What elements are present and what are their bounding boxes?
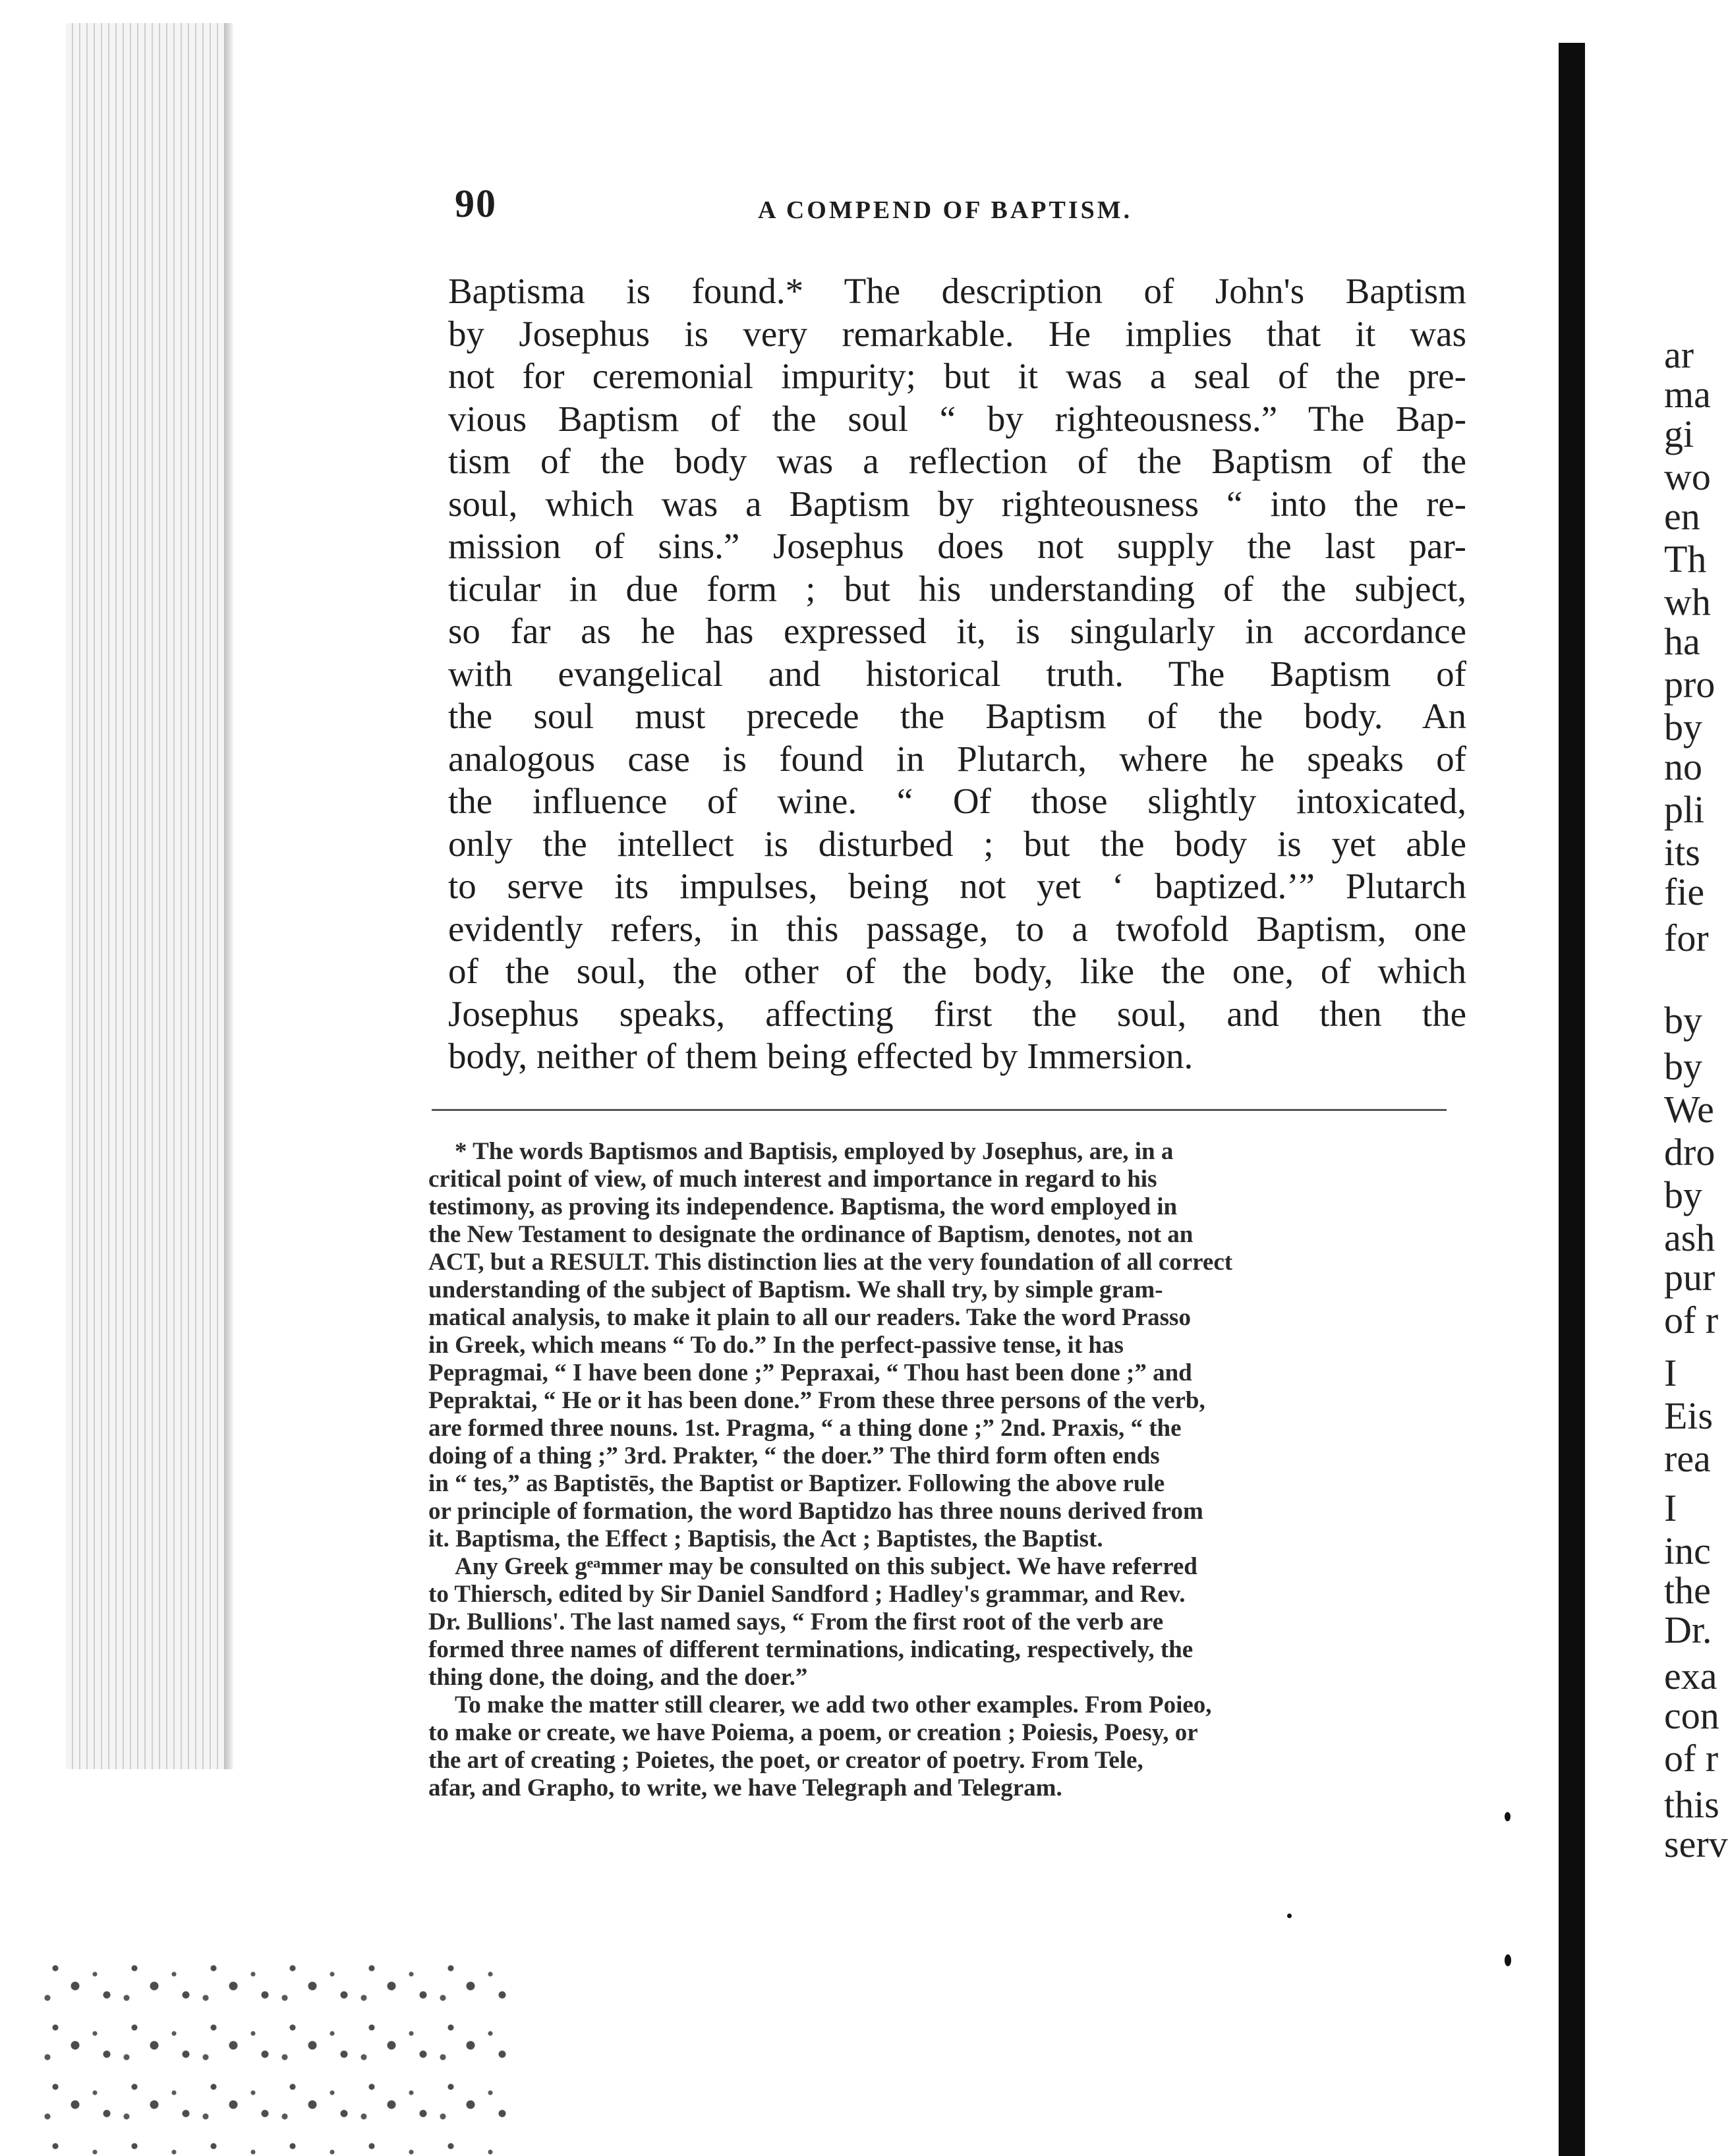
stray-mark: [1287, 1914, 1292, 1918]
adjacent-page-fragment: fie: [1664, 870, 1705, 913]
adjacent-page-fragment: by: [1664, 706, 1702, 749]
adjacent-page-fragment: by: [1664, 1045, 1702, 1088]
footnote-line: the art of creating ; Poietes, the poet, or creator of poetry. From Tele,: [428, 1747, 1143, 1774]
body-line: to serve its impulses, being not yet ‘ baptized.’” Plutarch: [448, 866, 1466, 906]
binding-gutter: [1559, 43, 1585, 2156]
footnote-line: critical point of view, of much interest and importance in regard to his: [428, 1166, 1157, 1193]
adjacent-page-fragment: no: [1664, 745, 1702, 788]
adjacent-page-fragment: ha: [1664, 620, 1700, 663]
body-line: mission of sins.” Josephus does not supply the last par-: [448, 526, 1466, 566]
body-line: by Josephus is very remarkable. He implies that it was: [448, 313, 1466, 354]
body-line: Baptisma is found.* The description of John's Baptism: [448, 271, 1466, 311]
adjacent-page-fragment: by: [1664, 999, 1702, 1042]
footnote-line: ACT, but a RESULT. This distinction lies at the very foundation of all correct: [428, 1249, 1233, 1276]
adjacent-page-fragment: this: [1664, 1783, 1719, 1826]
adjacent-page-fragment: Eis: [1664, 1394, 1714, 1437]
adjacent-page-fragment: pli: [1664, 788, 1705, 831]
footnote-line: Pepraktai, “ He or it has been done.” From these three persons of the verb,: [428, 1387, 1205, 1414]
adjacent-page-fragment: en: [1664, 495, 1700, 538]
adjacent-page-fragment: of r: [1664, 1299, 1719, 1342]
page-edge-stack: [66, 23, 231, 1769]
adjacent-page-fragment: ash: [1664, 1216, 1715, 1259]
footnote-line: doing of a thing ;” 3rd. Prakter, “ the doer.” The third form often ends: [428, 1442, 1160, 1469]
body-line: only the intellect is disturbed ; but the body is yet able: [448, 823, 1466, 864]
footnote-line: afar, and Grapho, to write, we have Telegraph and Telegram.: [428, 1774, 1062, 1801]
body-line: analogous case is found in Plutarch, where he speaks of: [448, 738, 1466, 779]
body-line: ticular in due form ; but his understanding of the subject,: [448, 568, 1466, 609]
adjacent-page: [1585, 0, 1728, 2156]
adjacent-page-fragment: I: [1664, 1487, 1677, 1529]
adjacent-page-fragment: wh: [1664, 581, 1711, 623]
footnote-line: are formed three nouns. 1st. Pragma, “ a thing done ;” 2nd. Praxis, “ the: [428, 1415, 1182, 1442]
footnote-line: to make or create, we have Poiema, a poem, or creation ; Poiesis, Poesy, or: [428, 1719, 1198, 1746]
body-line: body, neither of them being effected by Immersion.: [448, 1036, 1194, 1076]
main-text: [448, 270, 1466, 1078]
adjacent-page-fragment: wo: [1664, 455, 1711, 498]
body-line: the influence of wine. “ Of those slightly intoxicated,: [448, 781, 1466, 821]
footnote-line: Any Greek gᵉᵃmmer may be consulted on this subject. We have referred: [455, 1553, 1197, 1580]
footnote-line: Dr. Bullions'. The last named says, “ From the first root of the verb are: [428, 1608, 1164, 1635]
body-line: Josephus speaks, affecting first the soul, and then the: [448, 993, 1466, 1034]
footnote-line: the New Testament to designate the ordinance of Baptism, denotes, not an: [428, 1221, 1194, 1248]
adjacent-page-fragment: pro: [1664, 663, 1715, 706]
body-line: so far as he has expressed it, is singularly in accordance: [448, 611, 1466, 651]
body-line: soul, which was a Baptism by righteousness “ into the re-: [448, 483, 1466, 524]
adjacent-page-fragment: I: [1664, 1351, 1677, 1394]
body-line: the soul must precede the Baptism of the body. An: [448, 696, 1466, 736]
stray-mark: [1505, 1812, 1511, 1821]
adjacent-page-fragment: inc: [1664, 1529, 1711, 1572]
adjacent-page-fragment: by: [1664, 1174, 1702, 1216]
adjacent-page-fragment: Dr.: [1664, 1608, 1712, 1651]
footnote-line: matical analysis, to make it plain to all our readers. Take the word Prasso: [428, 1304, 1191, 1331]
page-edge-shadow: [224, 23, 233, 1769]
adjacent-page-fragment: its: [1664, 831, 1700, 874]
adjacent-page-fragment: Th: [1664, 538, 1707, 581]
body-line: of the soul, the other of the body, like the one, of which: [448, 951, 1466, 991]
footnote-line: in “ tes,” as Baptistēs, the Baptist or Baptizer. Following the above rule: [428, 1470, 1165, 1497]
footnote-line: or principle of formation, the word Baptidzo has three nouns derived from: [428, 1498, 1203, 1525]
running-title: A COMPEND OF BAPTISM.: [758, 196, 1133, 224]
adjacent-page-fragment: dro: [1664, 1131, 1715, 1174]
adjacent-page-fragment: gi: [1664, 412, 1694, 455]
adjacent-page-fragment: We: [1664, 1088, 1714, 1131]
footnote-line: thing done, the doing, and the doer.”: [428, 1664, 808, 1691]
adjacent-page-fragment: ma: [1664, 373, 1711, 416]
adjacent-page-fragment: rea: [1664, 1437, 1711, 1480]
body-line: vious Baptism of the soul “ by righteousness.” The Bap-: [448, 398, 1466, 439]
footnote-line: in Greek, which means “ To do.” In the perfect-passive tense, it has: [428, 1332, 1124, 1359]
body-line: with evangelical and historical truth. The Baptism of: [448, 653, 1466, 694]
adjacent-page-fragment: serv: [1664, 1823, 1728, 1865]
adjacent-page-fragment: for: [1664, 917, 1709, 959]
adjacent-page-fragment: ar: [1664, 333, 1694, 376]
footnote-line: understanding of the subject of Baptism. We shall try, by simple gram-: [428, 1276, 1163, 1303]
adjacent-page-fragment: con: [1664, 1694, 1719, 1737]
body-line: not for ceremonial impurity; but it was a seal of the pre-: [448, 356, 1466, 396]
footnote-line: * The words Baptismos and Baptisis, employed by Josephus, are, in a: [455, 1138, 1174, 1165]
footnotes: [428, 1138, 1453, 1802]
body-line: tism of the body was a reflection of the Baptism of the: [448, 441, 1466, 481]
footnote-line: to Thiersch, edited by Sir Daniel Sandford ; Hadley's grammar, and Rev.: [428, 1581, 1186, 1608]
adjacent-page-fragment: of r: [1664, 1737, 1719, 1780]
footnote-rule: [432, 1109, 1447, 1111]
adjacent-page-fragment: pur: [1664, 1256, 1715, 1299]
footnote-line: testimony, as proving its independence. Baptisma, the word employed in: [428, 1193, 1178, 1220]
footnote-line: To make the matter still clearer, we add two other examples. From Poieo,: [455, 1691, 1212, 1718]
body-line: evidently refers, in this passage, to a twofold Baptism, one: [448, 908, 1466, 949]
footnote-line: formed three names of different terminations, indicating, respectively, the: [428, 1636, 1194, 1663]
scan-speckle: [40, 1950, 514, 2156]
adjacent-page-fragment: the: [1664, 1569, 1711, 1612]
footnote-line: it. Baptisma, the Effect ; Baptisis, the Act ; Baptistes, the Baptist.: [428, 1525, 1103, 1552]
footnote-line: Pepragmai, “ I have been done ;” Pepraxai, “ Thou hast been done ;” and: [428, 1359, 1192, 1386]
adjacent-page-fragment: exa: [1664, 1655, 1717, 1697]
stray-mark: [1505, 1954, 1511, 1966]
page-number: 90: [455, 182, 497, 225]
header: [455, 181, 1463, 234]
